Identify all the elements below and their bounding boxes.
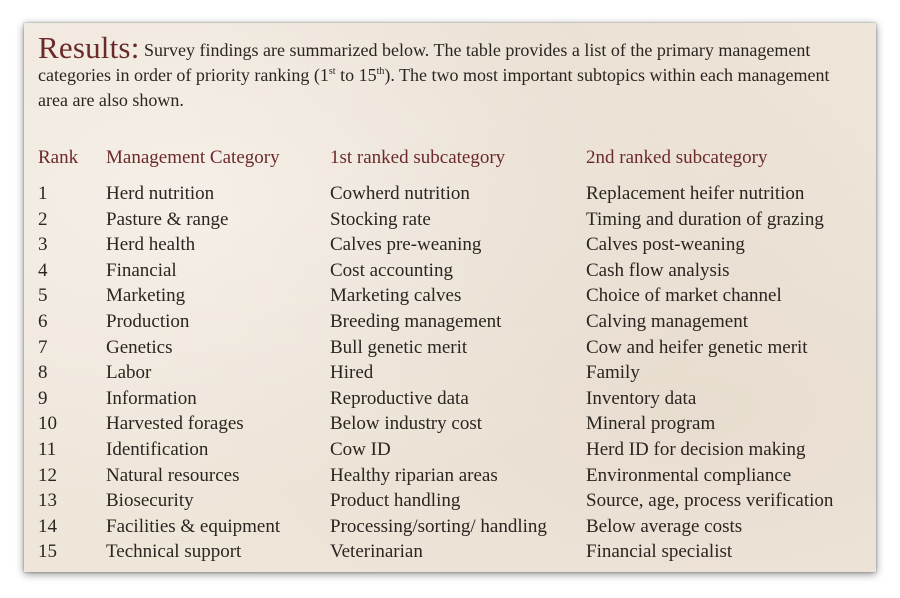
- cell-rank: 13: [38, 490, 57, 512]
- cell-rank: 15: [38, 541, 57, 563]
- table-row: [38, 539, 856, 565]
- cell-category: Production: [106, 310, 190, 332]
- table-row: [38, 488, 856, 514]
- cell-category: Financial: [106, 259, 177, 281]
- results-heading: Results:: [38, 30, 140, 65]
- table-header-row: [38, 147, 856, 181]
- header-1st-subcategory: 1st ranked subcategory: [330, 147, 506, 168]
- cell-1st-subcategory: Marketing calves: [330, 285, 462, 307]
- cell-1st-subcategory: Healthy riparian areas: [330, 464, 498, 486]
- cell-2nd-subcategory: Replacement heifer nutrition: [586, 183, 805, 204]
- cell-category: Identification: [106, 438, 209, 460]
- table-row: [38, 386, 856, 412]
- intro-text-3: ). The two most important subtopics within each management area are also shown.: [38, 65, 830, 110]
- cell-category: Information: [106, 387, 197, 409]
- cell-rank: 4: [38, 259, 48, 281]
- cell-rank: 6: [38, 310, 48, 332]
- table-row: [38, 258, 856, 284]
- cell-rank: 11: [38, 438, 57, 460]
- cell-2nd-subcategory: Choice of market channel: [586, 285, 782, 307]
- cell-1st-subcategory: Processing/sorting/ handling: [330, 515, 547, 537]
- table-row: [38, 283, 856, 309]
- table-row: [38, 207, 856, 233]
- cell-1st-subcategory: Cow ID: [330, 438, 391, 460]
- cell-rank: 12: [38, 464, 57, 486]
- cell-1st-subcategory: Product handling: [330, 490, 461, 512]
- cell-1st-subcategory: Veterinarian: [330, 541, 423, 563]
- cell-category: Marketing: [106, 285, 186, 307]
- cell-category: Pasture & range: [106, 208, 229, 230]
- cell-2nd-subcategory: Calves post-weaning: [586, 234, 745, 256]
- cell-category: Labor: [106, 362, 152, 384]
- cell-1st-subcategory: Stocking rate: [330, 208, 431, 230]
- intro-sup-st: st: [328, 66, 336, 77]
- header-management-category: Management Category: [106, 147, 280, 168]
- cell-rank: 3: [38, 234, 48, 256]
- cell-category: Herd nutrition: [106, 183, 215, 204]
- cell-1st-subcategory: Breeding management: [330, 310, 502, 332]
- cell-category: Natural resources: [106, 464, 240, 486]
- intro-sup-th: th: [376, 66, 385, 77]
- cell-2nd-subcategory: Timing and duration of grazing: [586, 208, 824, 230]
- cell-2nd-subcategory: Source, age, process verification: [586, 490, 834, 512]
- cell-2nd-subcategory: Herd ID for decision making: [586, 438, 806, 460]
- cell-2nd-subcategory: Financial specialist: [586, 541, 733, 563]
- header-rank: Rank: [38, 147, 79, 168]
- cell-1st-subcategory: Hired: [330, 362, 374, 384]
- cell-1st-subcategory: Cost accounting: [330, 259, 453, 281]
- cell-rank: 1: [38, 183, 48, 204]
- cell-2nd-subcategory: Family: [586, 362, 640, 384]
- cell-1st-subcategory: Cowherd nutrition: [330, 183, 470, 204]
- table-row: [38, 309, 856, 335]
- cell-category: Technical support: [106, 541, 242, 563]
- cell-2nd-subcategory: Below average costs: [586, 515, 743, 537]
- cell-2nd-subcategory: Calving management: [586, 310, 748, 332]
- table-row: [38, 437, 856, 463]
- cell-1st-subcategory: Calves pre-weaning: [330, 234, 482, 256]
- table-row: [38, 514, 856, 540]
- cell-rank: 14: [38, 515, 57, 537]
- intro-text-2: to 15: [335, 65, 377, 85]
- intro-text-1: Survey findings are summarized below. The table provides a list of the primary management categories in order of priority ranking (1: [38, 40, 811, 85]
- cell-rank: 9: [38, 387, 48, 409]
- cell-rank: 8: [38, 362, 48, 384]
- header-2nd-subcategory: 2nd ranked subcategory: [586, 147, 768, 168]
- cell-2nd-subcategory: Environmental compliance: [586, 464, 792, 486]
- cell-1st-subcategory: Bull genetic merit: [330, 336, 468, 358]
- table-row: [38, 181, 856, 207]
- cell-category: Harvested forages: [106, 413, 244, 435]
- results-intro: [38, 30, 858, 113]
- cell-1st-subcategory: Below industry cost: [330, 413, 482, 435]
- cell-rank: 5: [38, 285, 48, 307]
- cell-category: Genetics: [106, 336, 173, 358]
- results-card: [24, 23, 876, 572]
- table-row: [38, 411, 856, 437]
- cell-2nd-subcategory: Inventory data: [586, 387, 697, 409]
- priority-table: [38, 147, 856, 565]
- cell-category: Biosecurity: [106, 490, 194, 512]
- cell-category: Facilities & equipment: [106, 515, 281, 537]
- cell-category: Herd health: [106, 234, 196, 256]
- cell-2nd-subcategory: Mineral program: [586, 413, 716, 435]
- table-body: [38, 181, 856, 565]
- table-row: [38, 463, 856, 489]
- table-row: [38, 335, 856, 361]
- cell-2nd-subcategory: Cow and heifer genetic merit: [586, 336, 808, 358]
- cell-1st-subcategory: Reproductive data: [330, 387, 469, 409]
- table-row: [38, 360, 856, 386]
- cell-rank: 7: [38, 336, 48, 358]
- cell-rank: 2: [38, 208, 48, 230]
- table-row: [38, 232, 856, 258]
- cell-2nd-subcategory: Cash flow analysis: [586, 259, 730, 281]
- cell-rank: 10: [38, 413, 57, 435]
